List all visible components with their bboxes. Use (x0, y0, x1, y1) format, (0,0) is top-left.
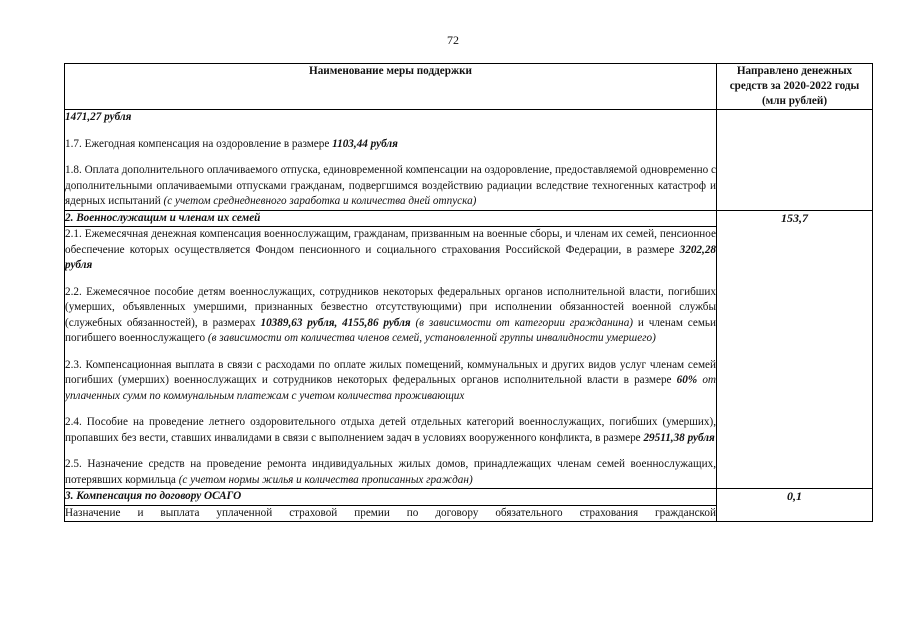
item-3-text: Назначение и выплата уплаченной страховой премии по договору обязательного страхования гражданской (65, 506, 716, 519)
item-2-2-note-1: (в зависимости от категории гражданина) (410, 316, 634, 329)
item-2-1 (65, 227, 716, 274)
item-2-2 (65, 285, 716, 347)
item-1-8-note: (с учетом среднедневного заработка и количества дней отпуска) (163, 195, 477, 207)
item-2-1-text: 2.1. Ежемесячная денежная компенсация военнослужащим, гражданам, призванным на военные сборы, и членам их семей, пенсионное обеспечение которых осуществляется Фондом пенсионного и социального страхования Российской Федерации, в размере (65, 228, 716, 256)
continued-cell (65, 110, 717, 211)
header-funds (717, 64, 873, 110)
item-2-2-note-2: (в зависимости от количества членов семей, установленной группы инвалидности умершего) (207, 332, 656, 344)
section-2-funds: 153,7 (717, 210, 873, 489)
item-2-3-note: от уплаченных сумм по коммунальным платежам с учетом количества проживающих (65, 374, 716, 402)
item-2-4-text: 2.4. Пособие на проведение летнего оздоровительного отдыха детей отдельных категорий военнослужащих, погибших (умерших), пропавших без вести, ставших инвалидами в связи с выполнением задач в условиях вооруженного конфликта, в размере (65, 416, 716, 444)
item-2-5-text: 2.5. Назначение средств на проведение ремонта индивидуальных жилых домов, принадлежащих членам семей военнослужащих, потерявших кормильца (65, 458, 716, 486)
table-row-section-2-title (65, 210, 873, 227)
item-1-7-text: 1.7. Ежегодная компенсация на оздоровление в размере (65, 137, 333, 150)
item-1-7 (65, 137, 716, 153)
item-2-2-amount-2: 4155,86 рубля (342, 316, 411, 329)
item-2-2-mid-text: и членам семьи погибшего военнослужащего (65, 316, 716, 344)
item-2-2-amount-1: 10389,63 рубля (260, 316, 335, 329)
header-funds-line-1: Направлено денежных (736, 65, 853, 77)
section-3-title (65, 489, 717, 506)
page-number: 72 (447, 33, 459, 47)
lead-amount: 1471,27 рубля (65, 111, 132, 123)
support-measures-table (64, 63, 873, 522)
section-2-title-text: 2. Военнослужащим и членам их семей (65, 211, 261, 224)
section-2-items (65, 227, 717, 489)
section-3-items (65, 505, 717, 522)
item-2-5-note: (с учетом нормы жилья и количества прописанных граждан) (178, 473, 473, 486)
section-2-title (65, 210, 717, 227)
item-2-2-separator: , (334, 316, 343, 329)
item-2-4 (65, 415, 716, 446)
header-funds-line-3: (млн рублей) (761, 95, 828, 107)
item-2-3-text: 2.3. Компенсационная выплата в связи с расходами по оплате жилых помещений, коммунальных и других видов услуг членам семей погибших (умерших) военнослужащих и сотрудников некоторых федеральных органов исполнительной власти в размере (65, 358, 716, 386)
item-2-4-amount: 29511,38 рубля (643, 431, 715, 444)
item-2-3-amount: 60% (676, 374, 698, 386)
continued-funds-cell (717, 110, 873, 211)
item-2-3 (65, 358, 716, 405)
item-1-8 (65, 163, 716, 210)
section-3-funds: 0,1 (717, 489, 873, 522)
table-header-row (65, 64, 873, 110)
section-3-title-text: 3. Компенсация по договору ОСАГО (65, 490, 242, 502)
item-2-1-amount: 3202,28 рубля (65, 243, 716, 271)
table-row-section-3-title (65, 489, 873, 506)
continued-lead (65, 110, 716, 126)
header-measure: Наименование меры поддержки (65, 64, 717, 110)
item-2-5 (65, 457, 716, 488)
table-row-continued (65, 110, 873, 211)
item-1-8-text: 1.8. Оплата дополнительного оплачиваемого отпуска, единовременной компенсации на оздоровление, предоставляемой одновременно с дополнительными оплачиваемыми отпусками гражданам, подвергшимся воздействию радиации вследствие техногенных катастроф и ядерных испытаний (65, 164, 716, 207)
item-2-2-text: 2.2. Ежемесячное пособие детям военнослужащих, сотрудников некоторых федеральных органов исполнительной власти, погибших (умерших, объявленных умершими, признанных безвестно отсутствующими) при исполнении обязанностей военной службы (служебных обязанностей), в размерах (65, 285, 716, 329)
header-funds-line-2: средств за 2020-2022 годы (729, 80, 860, 92)
item-1-7-amount: 1103,44 рубля (332, 137, 398, 150)
